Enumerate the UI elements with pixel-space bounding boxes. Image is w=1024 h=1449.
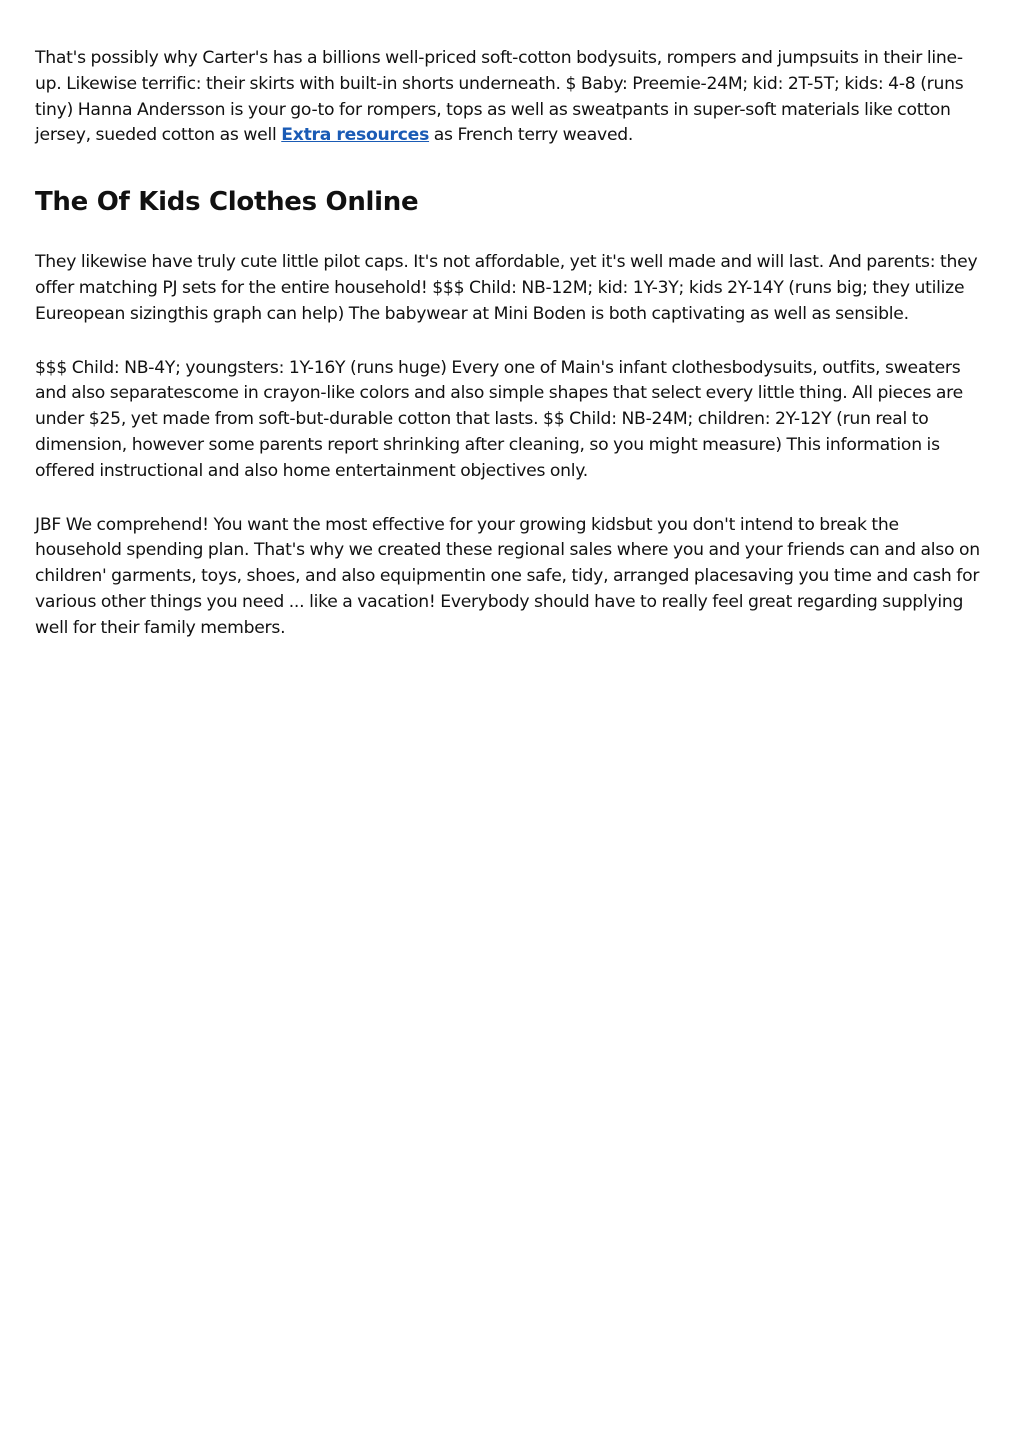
paragraph-1-text-after-link: as French terry weaved. [429,125,634,146]
paragraph-main-infant: $$$ Child: NB-4Y; youngsters: 1Y-16Y (runs huge) Every one of Main's infant clothesbodysuits, outfits, sweaters and also separatescome in crayon-like colors and also simple shapes that select every little thing. All pieces are under $25, yet made from soft-but-durable cotton that lasts. $$ Child: NB-24M; children: 2Y-12Y (run real to dimension, however some parents report shrinking after cleaning, so you might measure) This information is offered instructional and also home entertainment objectives only. [35,357,963,481]
paragraph-jbf: JBF We comprehend! You want the most effective for your growing kidsbut you don't intend to break the household spending plan. That's why we created these regional sales where you and your friends can and also on children' garments, toys, shoes, and also equipmentin one safe, tidy, arranged placesaving you time and cash for various other things you need ... like a vacation! Everybody should have to really feel great regarding supplying well for their family members. [35,514,980,638]
extra-resources-link[interactable]: Extra resources [281,125,430,146]
paragraph-mini-boden: They likewise have truly cute little pilot caps. It's not affordable, yet it's well made and will last. And parents: they offer matching PJ sets for the entire household! $$$ Child: NB-12M; kid: 1Y-3Y; kids 2Y-14Y (runs big; they utilize Eureopean sizingthis graph can help) The babywear at Mini Boden is both captivating as well as sensible. [35,252,978,324]
paragraph-1-text-before-link: That's possibly why Carter's has a billions well-priced soft-cotton bodysuits, rompers and jumpsuits in their line-up. Likewise terrific: their skirts with built-in shorts underneath. $ Baby: Preemie-24M; kid: 2T-5T; kids: 4-8 (runs tiny) Hanna Andersson is your go-to for rompers, tops as well as sweatpants in super-soft materials like cotton jersey, sueded cotton as well [35,48,964,146]
document-body [35,46,985,642]
section-heading: The Of Kids Clothes Online [35,187,419,218]
paragraph-carters [35,46,985,149]
